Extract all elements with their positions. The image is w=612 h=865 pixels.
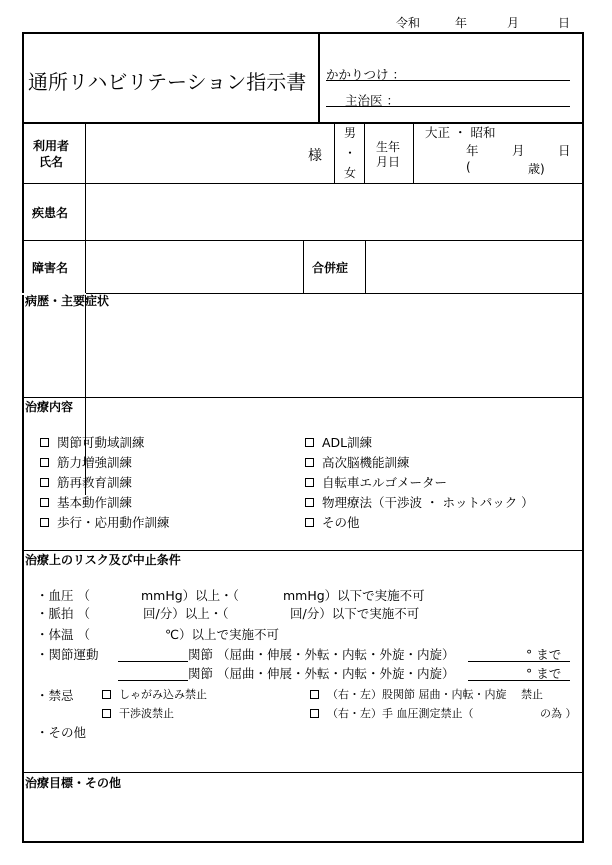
patient-name-field[interactable] <box>86 124 326 182</box>
treat-left-2[interactable]: 筋再教育訓練 <box>40 473 132 491</box>
doctor-line2-field[interactable] <box>326 106 570 107</box>
col-line-sex-l <box>334 123 335 183</box>
treat-right-1[interactable]: 高次脳機能訓練 <box>305 453 410 471</box>
complication-label: 合併症 <box>312 261 349 275</box>
checkbox-icon[interactable] <box>305 438 314 447</box>
checkbox-icon[interactable] <box>40 458 49 467</box>
checkbox-icon[interactable] <box>40 478 49 487</box>
treat-right-4[interactable]: その他 <box>305 513 360 531</box>
joint-until-2: ° まで <box>526 666 562 681</box>
title-divider <box>318 33 320 123</box>
date-era: 令和 <box>396 16 421 30</box>
sex-female[interactable]: 女 <box>344 166 357 180</box>
prohibit-right-1[interactable]: （右・左）手 血圧測定禁止（ <box>310 705 474 721</box>
birth-label-2: 月日 <box>376 155 401 169</box>
bp-b: mmHg）以上・（ <box>141 588 239 603</box>
treat-left-4[interactable]: 歩行・応用動作訓練 <box>40 513 170 531</box>
bp-a: ・血圧 （ <box>36 588 90 603</box>
age-open: ( <box>466 160 471 174</box>
goal-label: 治療目標・その他 <box>25 776 122 790</box>
complication-field[interactable] <box>366 241 583 292</box>
disability-label: 障害名 <box>32 261 69 275</box>
risk-label: 治療上のリスク及び中止条件 <box>25 553 181 567</box>
doctor-line2-label: 主治医 ： <box>345 93 399 108</box>
treat-left-1[interactable]: 筋力増強訓練 <box>40 453 132 471</box>
treat-left-0[interactable]: 関節可動域訓練 <box>40 433 145 451</box>
bp-c: mmHg）以下で実施不可 <box>283 588 425 603</box>
birth-day: 日 <box>558 143 571 158</box>
row-line-5 <box>22 397 584 398</box>
checkbox-icon[interactable] <box>102 709 111 718</box>
history-label: 病歴・主要症状 <box>25 294 110 308</box>
goal-field[interactable] <box>24 792 582 840</box>
pulse-c: 回/分）以下で実施不可 <box>290 606 420 621</box>
joint-label: ・関節運動 <box>36 647 99 662</box>
birth-month: 月 <box>512 143 525 158</box>
date-month: 月 <box>507 16 520 30</box>
treat-right-0[interactable]: ADL訓練 <box>305 433 372 451</box>
doctor-line1-label: かかりつけ ： <box>326 67 405 82</box>
honorific: 様 <box>308 148 322 164</box>
treat-right-3[interactable]: 物理療法（干渉波 ・ ホットパック ） <box>305 493 534 511</box>
name-label-1: 利用者 <box>33 139 70 153</box>
name-label-2: 氏名 <box>39 155 64 169</box>
temp-b: ℃）以上で実施不可 <box>165 627 280 642</box>
col-line-birth <box>413 123 414 183</box>
sex-male[interactable]: 男 <box>344 126 357 140</box>
checkbox-icon[interactable] <box>310 690 319 699</box>
joint-line-1: 関節 （屈曲・伸展・外転・内転・外旋・内旋） <box>188 647 455 662</box>
treat-right-2[interactable]: 自転車エルゴメーター <box>305 473 447 491</box>
prohibit-right-0[interactable]: （右・左）股関節 屈曲・内転・内旋 禁止 <box>310 686 543 702</box>
checkbox-icon[interactable] <box>40 518 49 527</box>
checkbox-icon[interactable] <box>102 690 111 699</box>
risk-other: ・その他 <box>36 725 87 740</box>
joint-until-1: ° まで <box>526 647 562 662</box>
checkbox-icon[interactable] <box>305 478 314 487</box>
checkbox-icon[interactable] <box>305 498 314 507</box>
date-day: 日 <box>558 16 571 30</box>
treat-left-3[interactable]: 基本動作訓練 <box>40 493 132 511</box>
col-line-sex-r <box>364 123 365 183</box>
checkbox-icon[interactable] <box>40 498 49 507</box>
disease-label: 疾患名 <box>32 206 69 220</box>
birth-era-options[interactable]: 大正 ・ 昭和 <box>425 125 496 140</box>
temp-a: ・体温 （ <box>36 627 90 642</box>
checkbox-icon[interactable] <box>305 518 314 527</box>
treatment-label: 治療内容 <box>25 400 74 414</box>
date-year: 年 <box>455 16 468 30</box>
disease-field[interactable] <box>86 184 583 239</box>
prohibit-label: ・禁忌 <box>36 688 74 703</box>
row-line-7 <box>22 772 584 773</box>
checkbox-icon[interactable] <box>305 458 314 467</box>
checkbox-icon[interactable] <box>40 438 49 447</box>
checkbox-icon[interactable] <box>310 709 319 718</box>
age-close: 歳) <box>528 162 545 176</box>
prohibit-left-0[interactable]: しゃがみ込み禁止 <box>102 686 207 702</box>
pulse-b: 回/分）以上・（ <box>143 606 229 621</box>
doctor-line1-field[interactable] <box>326 80 570 81</box>
joint-line-2: 関節 （屈曲・伸展・外転・内転・外旋・内旋） <box>188 666 455 681</box>
disability-field[interactable] <box>86 241 302 292</box>
pulse-a: ・脈拍 （ <box>36 606 90 621</box>
prohibit-left-1[interactable]: 干渉波禁止 <box>102 705 174 721</box>
bp-reason: の為 ） <box>540 707 577 720</box>
joint-field-2[interactable] <box>118 680 188 681</box>
document-title: 通所リハビリテーション指示書 <box>28 70 307 94</box>
history-field[interactable] <box>24 310 582 396</box>
joint-field-1[interactable] <box>118 661 188 662</box>
sex-dot: ・ <box>344 146 357 160</box>
birth-label-1: 生年 <box>376 140 401 154</box>
col-line-comp-l <box>303 240 304 293</box>
birth-year: 年 <box>466 143 479 158</box>
